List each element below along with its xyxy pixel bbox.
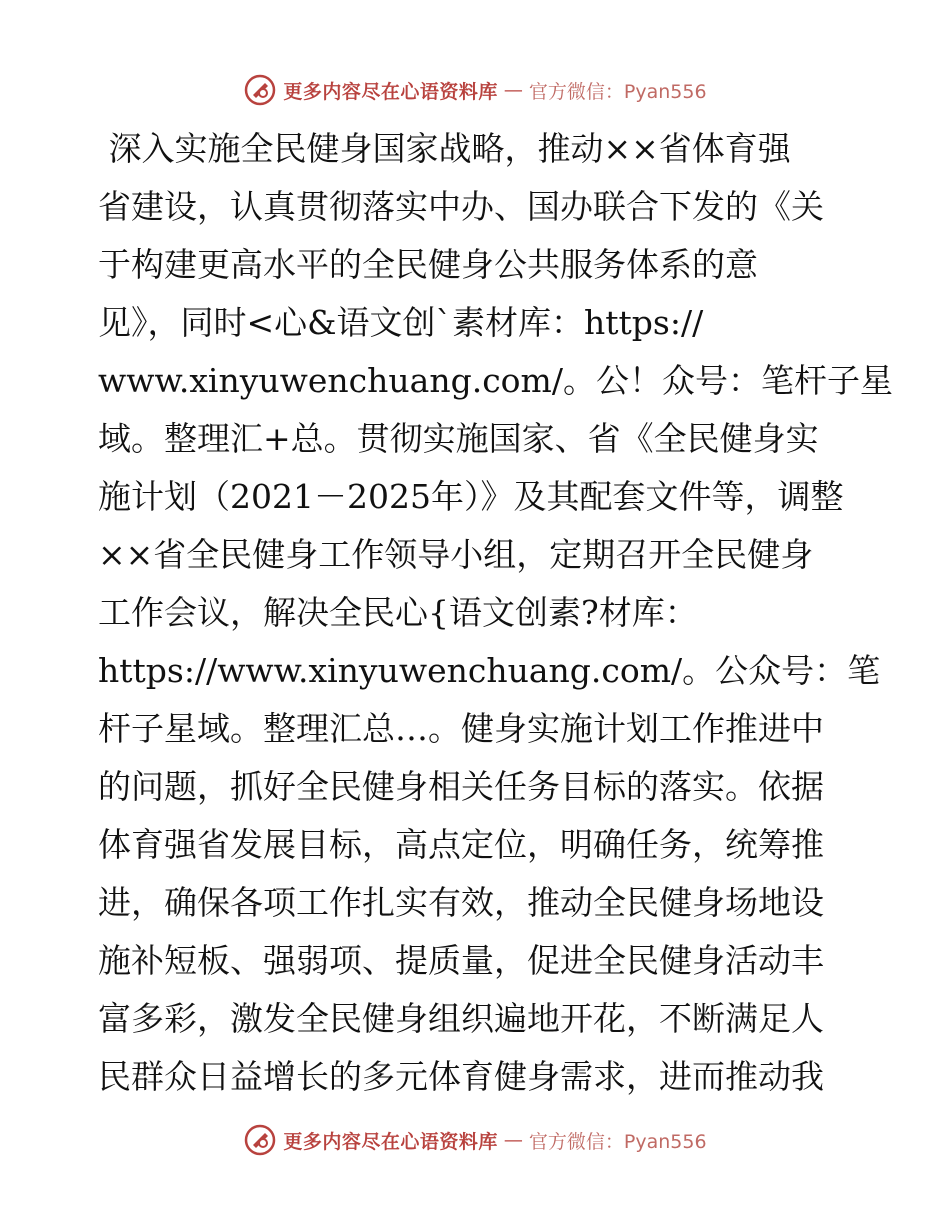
text-line: 省建设，认真贯彻落实中办、国办联合下发的《关 xyxy=(98,187,824,226)
text-line: 富多彩，激发全民健身组织遍地开花，不断满足人 xyxy=(98,999,824,1038)
text-line: 杆子星域。整理汇总…。健身实施计划工作推进中 xyxy=(98,709,824,748)
watermark-main-text: 更多内容尽在心语资料库 xyxy=(283,80,498,103)
brand-logo-icon xyxy=(243,1123,277,1157)
text-line: 见》，同时<心&语文创`素材库：https:// xyxy=(98,303,704,342)
footer-watermark xyxy=(0,1122,950,1158)
watermark-wechat-text: 官方微信：Pyan556 xyxy=(528,80,707,103)
text-line: 域。整理汇+总。贯彻实施国家、省《全民健身实 xyxy=(98,419,819,458)
text-line: 进，确保各项工作扎实有效，推动全民健身场地设 xyxy=(98,883,824,922)
text-line: 施补短板、强弱项、提质量，促进全民健身活动丰 xyxy=(98,941,824,980)
watermark-main-text: 更多内容尽在心语资料库 xyxy=(283,1130,498,1153)
text-line: 施计划（2021－2025年）》及其配套文件等，调整 xyxy=(98,477,844,516)
text-line: 民群众日益增长的多元体育健身需求，进而推动我 xyxy=(98,1057,824,1096)
body-paragraph xyxy=(98,120,893,1106)
watermark-dash: — xyxy=(503,79,523,101)
text-line: 于构建更高水平的全民健身公共服务体系的意 xyxy=(98,245,758,284)
text-line: ××省全民健身工作领导小组，定期召开全民健身 xyxy=(98,535,814,574)
header-watermark xyxy=(0,72,950,108)
text-line: https://www.xinyuwenchuang.com/。公众号：笔 xyxy=(98,651,881,690)
watermark-wechat-text: 官方微信：Pyan556 xyxy=(528,1130,707,1153)
text-line: 工作会议，解决全民心{语文创素?材库： xyxy=(98,593,698,632)
watermark-dash: — xyxy=(503,1129,523,1151)
text-line: 体育强省发展目标，高点定位，明确任务，统筹推 xyxy=(98,825,824,864)
text-line: 的问题，抓好全民健身相关任务目标的落实。依据 xyxy=(98,767,824,806)
text-line: www.xinyuwenchuang.com/。公！众号：笔杆子星 xyxy=(98,361,893,400)
text-line: 深入实施全民健身国家战略，推动××省体育强 xyxy=(98,129,791,168)
brand-logo-icon xyxy=(243,73,277,107)
